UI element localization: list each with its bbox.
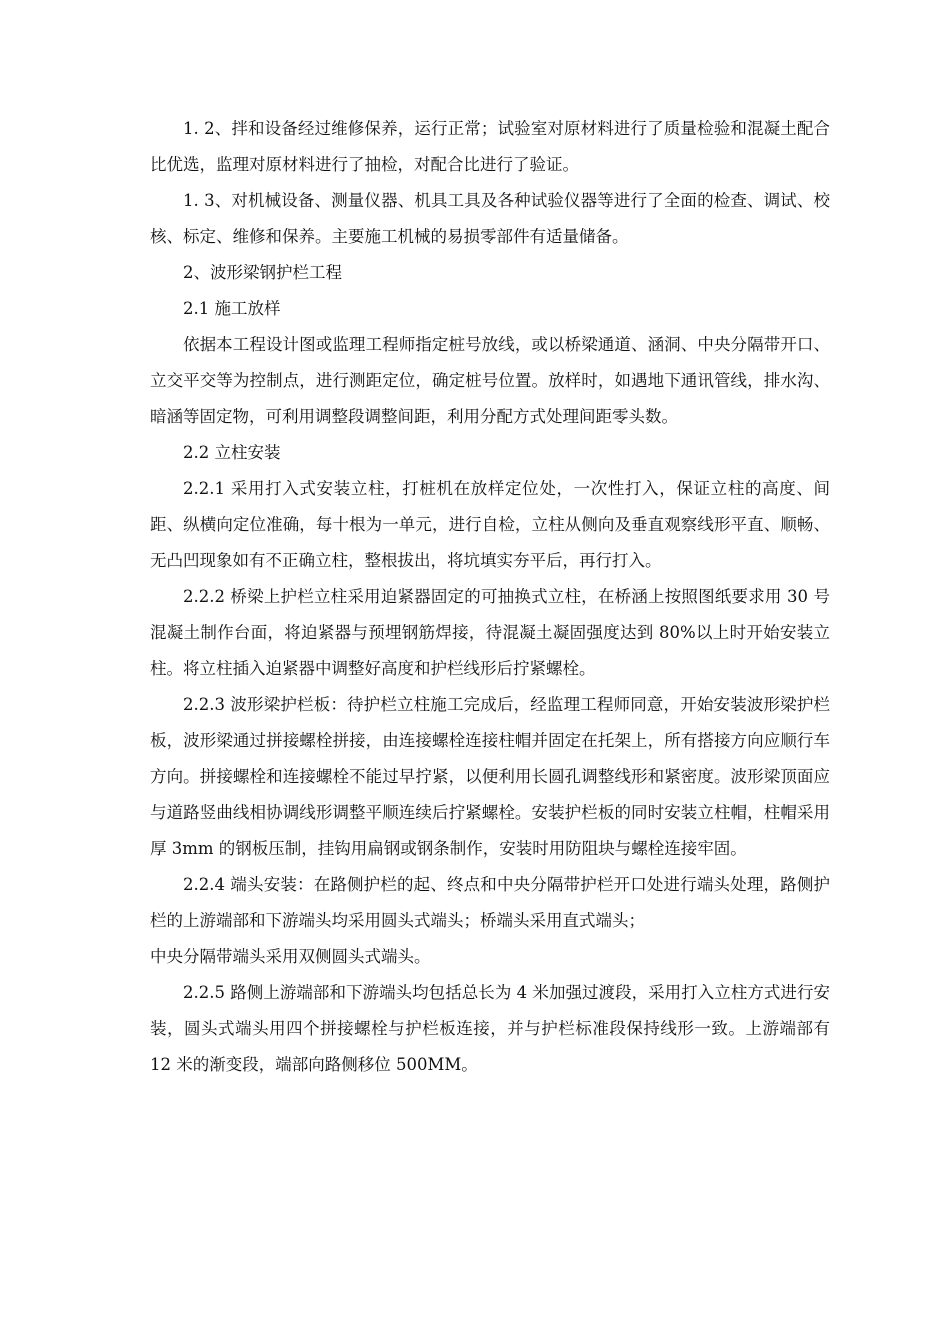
paragraph-2-2-2: 2.2.2 桥梁上护栏立柱采用迫紧器固定的可抽换式立柱，在桥涵上按照图纸要求用 30 号混凝土制作台面，将迫紧器与预埋钢筋焊接，待混凝土凝固强度达到 80%以上时开始安装立柱。将立柱插入迫紧器中调整好高度和护栏线形后拧紧螺栓。: [150, 587, 830, 678]
paragraph-2-2-4: 2.2.4 端头安装：在路侧护栏的起、终点和中央分隔带护栏开口处进行端头处理，路侧护栏的上游端部和下游端头均采用圆头式端头；桥端头采用直式端头；: [150, 875, 830, 930]
paragraph-2-2-3: 2.2.3 波形梁护栏板：待护栏立柱施工完成后，经监理工程师同意，开始安装波形梁护栏板，波形梁通过拼接螺栓拼接，由连接螺栓连接柱帽并固定在托架上，所有搭接方向应顺行车方向。拼接螺栓和连接螺栓不能过早拧紧，以便利用长圆孔调整线形和紧密度。波形梁顶面应与道路竖曲线相协调线形调整平顺连续后拧紧螺栓。安装护栏板的同时安装立柱帽，柱帽采用厚 3mm 的钢板压制，挂钩用扁钢或钢条制作，安装时用防阻块与螺栓连接牢固。: [150, 695, 830, 858]
paragraph-2-2-5: 2.2.5 路侧上游端部和下游端头均包括总长为 4 米加强过渡段，采用打入立柱方式进行安装，圆头式端头用四个拼接螺栓与护栏板连接，并与护栏标准段保持线形一致。上游端部有 12 米的渐变段，端部向路侧移位 500MM。: [150, 983, 830, 1074]
paragraph-2-2-4-continued: 中央分隔带端头采用双侧圆头式端头。: [150, 947, 431, 966]
heading-2-2-post-installation: 2.2 立柱安装: [183, 443, 281, 462]
paragraph-2-2-1: 2.2.1 采用打入式安装立柱，打桩机在放样定位处，一次性打入，保证立柱的高度、间距、纵横向定位准确，每十根为一单元，进行自检，立柱从侧向及垂直观察线形平直、顺畅、无凸凹现象如有不正确立柱，整根拔出，将坑填实夯平后，再行打入。: [150, 479, 830, 570]
paragraph-layout-description: 依据本工程设计图或监理工程师指定桩号放线，或以桥梁通道、涵洞、中央分隔带开口、立交平交等为控制点，进行测距定位，确定桩号位置。放样时，如遇地下通讯管线，排水沟、暗涵等固定物，可利用调整段调整间距，利用分配方式处理间距零头数。: [150, 335, 830, 426]
heading-2-guardrail: 2、波形梁钢护栏工程: [183, 263, 342, 282]
document-body: [150, 111, 830, 1083]
heading-2-1-layout: 2.1 施工放样: [183, 299, 281, 318]
paragraph-1-2-equipment: 1. 2、拌和设备经过维修保养，运行正常；试验室对原材料进行了质量检验和混凝土配合比优选，监理对原材料进行了抽检，对配合比进行了验证。: [150, 119, 830, 174]
paragraph-1-3-machinery: 1. 3、对机械设备、测量仪器、机具工具及各种试验仪器等进行了全面的检查、调试、校核、标定、维修和保养。主要施工机械的易损零部件有适量储备。: [150, 191, 830, 246]
